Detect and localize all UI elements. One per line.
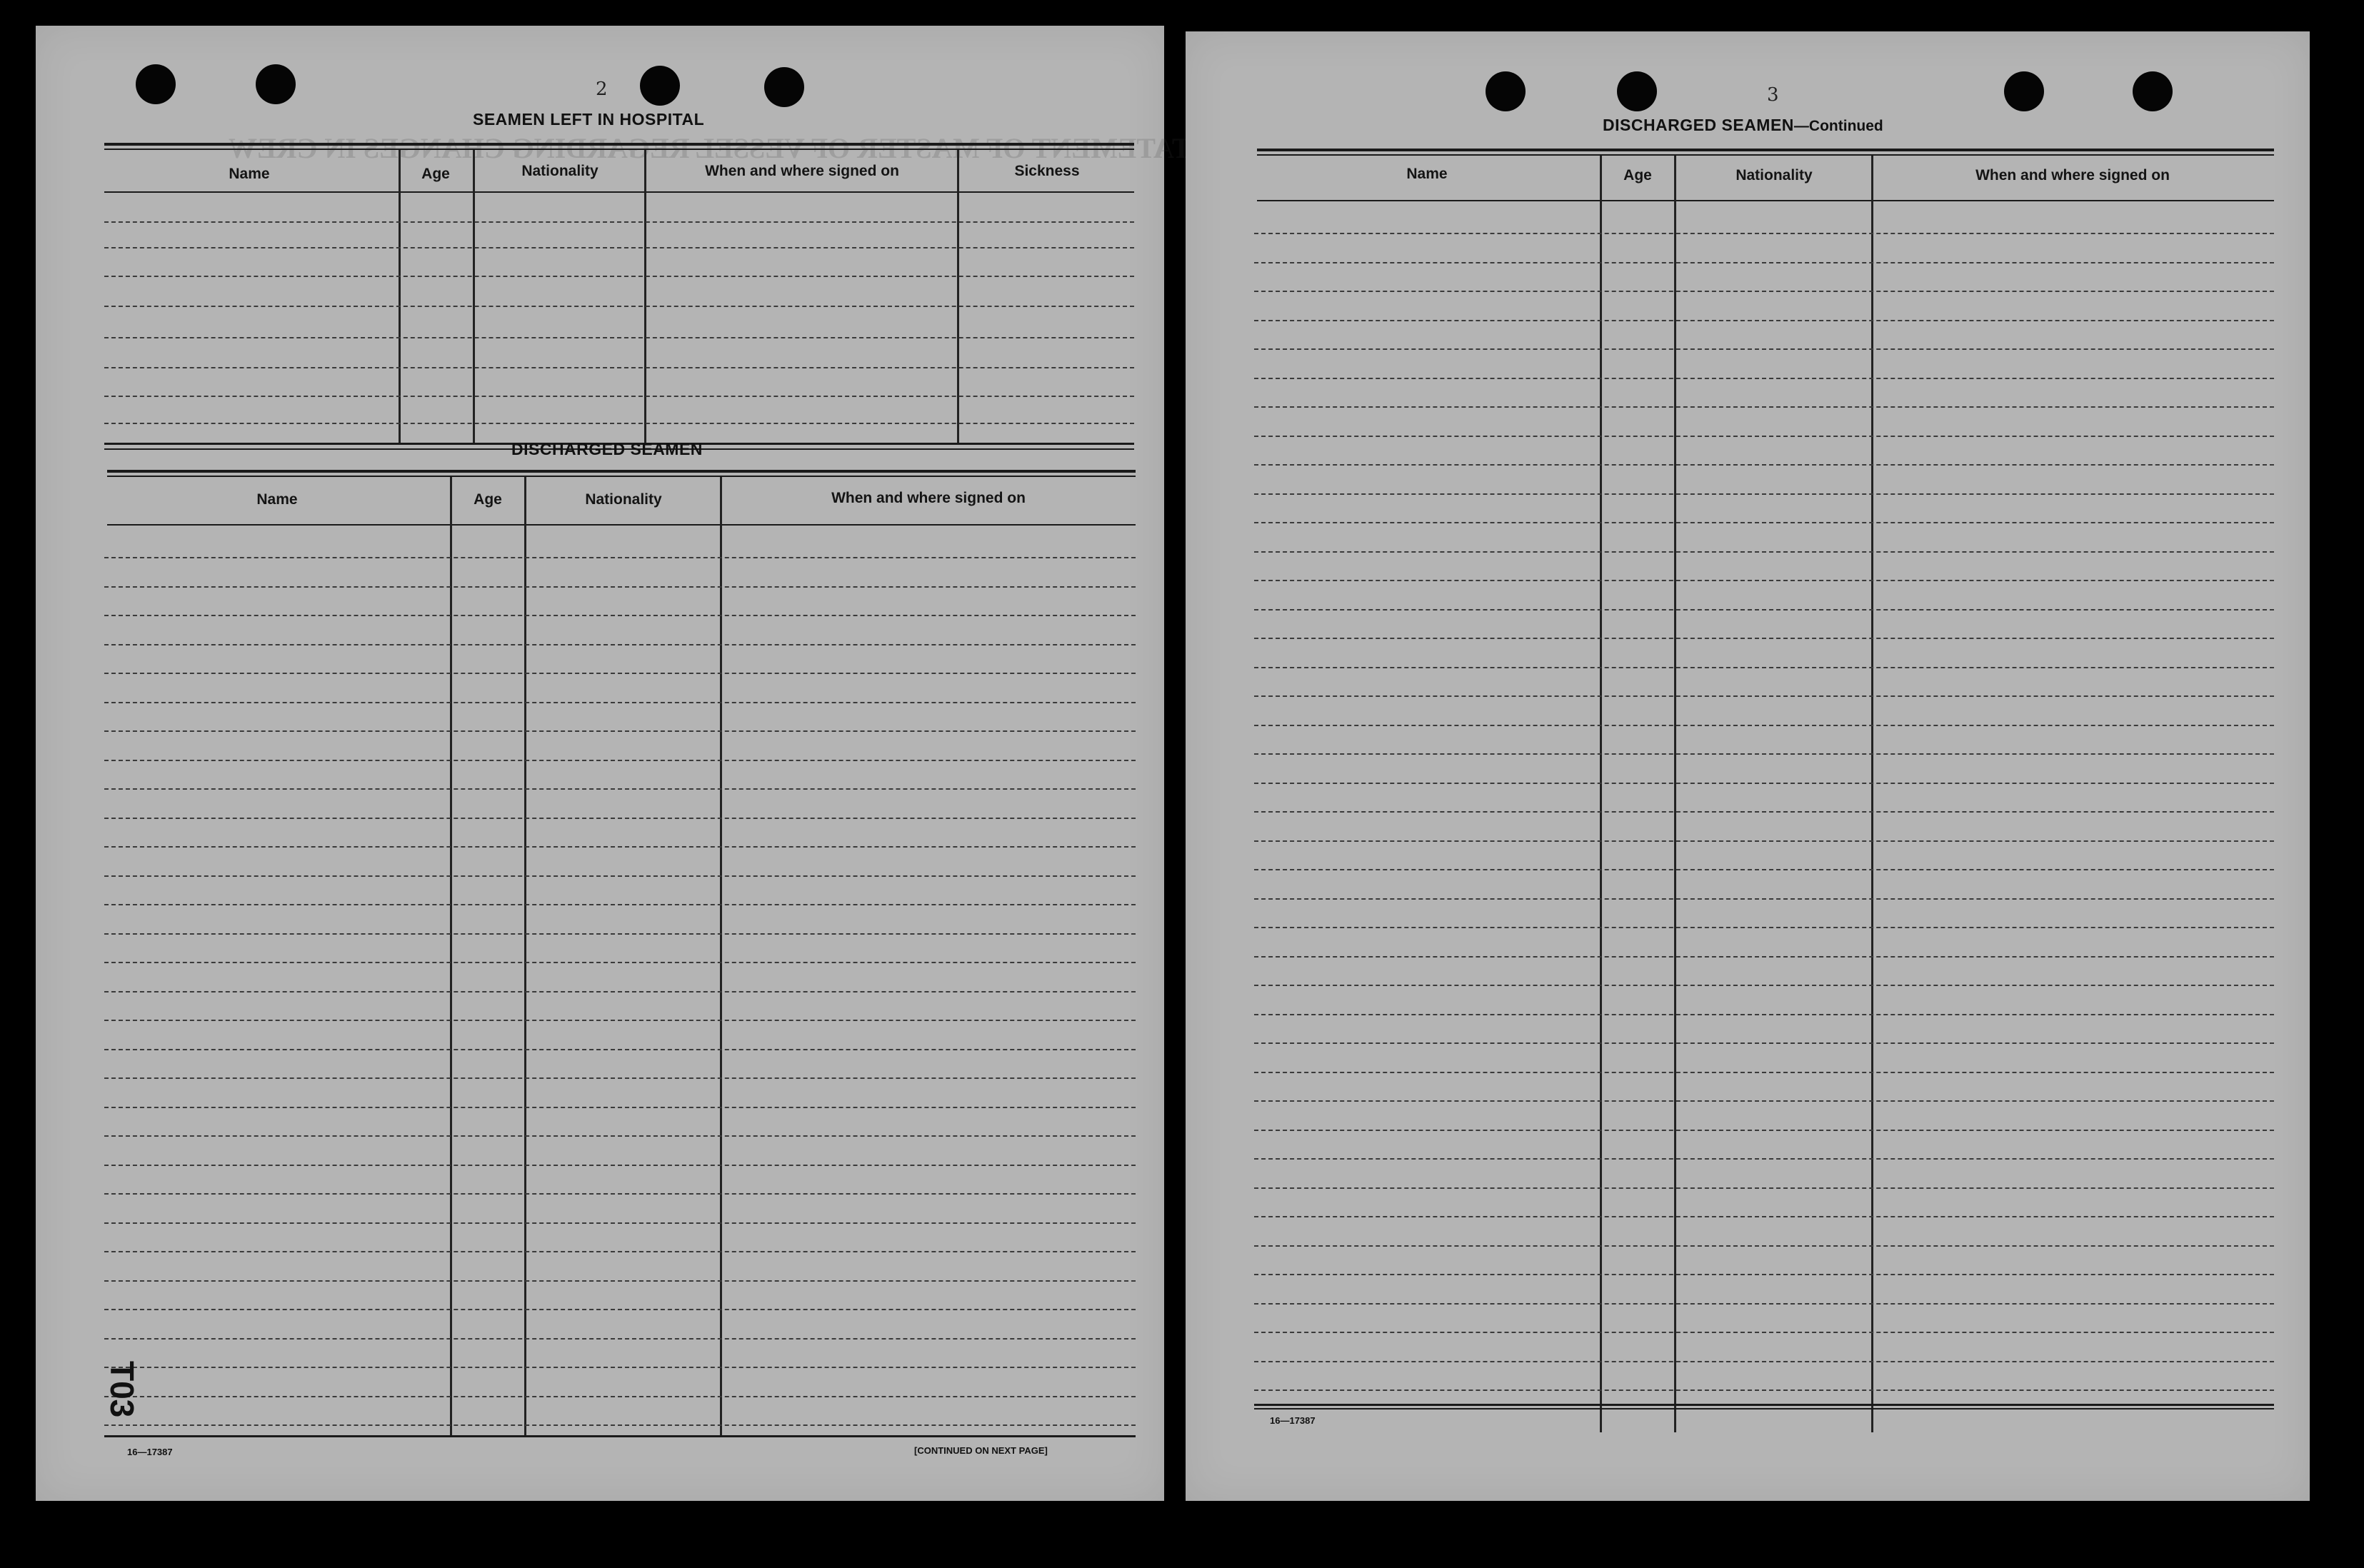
table-row-line (104, 760, 1136, 761)
table-row-line (1254, 406, 2274, 408)
column-divider (1600, 156, 1602, 1432)
table-row-line (104, 337, 1134, 338)
column-header-name: Name (1406, 166, 1448, 182)
table-row-line (1254, 869, 2274, 870)
table-row-line (104, 1193, 1136, 1195)
table-row-line (1254, 840, 2274, 842)
table-row-line (104, 818, 1136, 819)
right-page (1186, 31, 2310, 1501)
table-row-line (1254, 436, 2274, 437)
table-row-line (104, 730, 1136, 732)
table-row-line (1254, 493, 2274, 495)
table-row-line (1254, 1130, 2274, 1131)
table-row-line (1254, 262, 2274, 263)
page-number: 3 (1767, 84, 1779, 106)
table-row-line (1254, 753, 2274, 755)
table-bottom-rule (104, 1435, 1136, 1437)
table-row-line (1254, 898, 2274, 900)
header-rule (107, 524, 1136, 526)
table-row-line (104, 644, 1136, 645)
table-row-line (104, 1049, 1136, 1050)
table-top-rule (1257, 154, 2274, 156)
column-header-age: Age (1623, 167, 1652, 184)
table-row-line (104, 1251, 1136, 1252)
punch-hole (2004, 71, 2044, 111)
continued-note: [CONTINUED ON NEXT PAGE] (914, 1445, 1048, 1456)
table-row-line (104, 1077, 1136, 1079)
hospital-title: SEAMEN LEFT IN HOSPITAL (473, 110, 705, 129)
table-row-line (1254, 609, 2274, 610)
table-row-line (104, 673, 1136, 674)
table-row-line (104, 1280, 1136, 1282)
header-rule (1257, 200, 2274, 201)
table-row-line (1254, 551, 2274, 553)
table-bottom-rule (1254, 1404, 2274, 1406)
table-row-line (1254, 580, 2274, 581)
table-row-line (1254, 1014, 2274, 1015)
form-number: 16—17387 (127, 1447, 173, 1457)
left-page (36, 26, 1164, 1501)
table-row-line (104, 788, 1136, 790)
table-row-line (1254, 695, 2274, 697)
table-top-rule (104, 149, 1134, 150)
table-row-line (1254, 1158, 2274, 1160)
table-row-line (104, 1222, 1136, 1224)
column-header-nationality: Nationality (1736, 167, 1813, 184)
table-row-line (1254, 1187, 2274, 1189)
column-header-age: Age (421, 166, 450, 182)
column-divider (450, 477, 452, 1435)
punch-hole (256, 64, 296, 104)
discharged-continued-title (1603, 116, 1883, 135)
column-header-name: Name (229, 166, 270, 182)
punch-hole (640, 66, 680, 106)
table-row-line (104, 367, 1134, 368)
punch-hole (764, 67, 804, 107)
table-row-line (104, 1020, 1136, 1021)
table-row-line (1254, 522, 2274, 523)
table-row-line (1254, 927, 2274, 928)
table-row-line (1254, 725, 2274, 726)
punch-hole (1617, 71, 1657, 111)
table-row-line (1254, 1216, 2274, 1217)
column-divider (399, 150, 401, 443)
column-header-signed-on: When and where signed on (705, 163, 899, 179)
discharged-title: DISCHARGED SEAMEN (1603, 116, 1794, 134)
table-row-line (104, 586, 1136, 588)
table-row-line (104, 933, 1136, 935)
table-row-line (1254, 1100, 2274, 1102)
table-row-line (104, 1338, 1136, 1340)
table-row-line (1254, 1072, 2274, 1073)
table-row-line (1254, 320, 2274, 321)
table-row-line (104, 991, 1136, 992)
table-row-line (1254, 348, 2274, 350)
table-row-line (1254, 464, 2274, 466)
table-row-line (104, 1135, 1136, 1137)
punch-hole (1486, 71, 1526, 111)
table-row-line (1254, 1389, 2274, 1391)
table-row-line (1254, 638, 2274, 639)
column-header-nationality: Nationality (521, 163, 598, 179)
column-divider (1674, 156, 1676, 1432)
table-row-line (1254, 1245, 2274, 1247)
table-top-rule (107, 470, 1136, 473)
table-row-line (104, 221, 1134, 223)
table-row-line (104, 875, 1136, 877)
column-divider (1871, 156, 1873, 1432)
table-row-line (104, 557, 1136, 558)
table-row-line (104, 615, 1136, 616)
table-row-line (1254, 667, 2274, 668)
table-row-line (104, 962, 1136, 963)
table-row-line (104, 1367, 1136, 1368)
form-number: 16—17387 (1270, 1415, 1316, 1426)
column-header-age: Age (474, 491, 502, 508)
punch-hole (2133, 71, 2173, 111)
table-row-line (1254, 1361, 2274, 1362)
table-row-line (1254, 1303, 2274, 1305)
table-top-rule (107, 476, 1136, 477)
page-number: 2 (596, 79, 608, 100)
column-divider (644, 150, 646, 443)
table-row-line (104, 247, 1134, 248)
table-bottom-rule (1254, 1408, 2274, 1409)
column-divider (720, 477, 722, 1435)
column-divider (473, 150, 475, 443)
continued-suffix: —Continued (1793, 118, 1883, 134)
column-divider (957, 150, 959, 443)
table-row-line (104, 306, 1134, 307)
table-row-line (104, 1424, 1136, 1426)
discharged-title: DISCHARGED SEAMEN (511, 440, 703, 458)
header-rule (104, 191, 1134, 193)
table-top-rule (1257, 149, 2274, 151)
table-row-line (104, 702, 1136, 703)
table-row-line (104, 846, 1136, 848)
table-row-line (1254, 1042, 2274, 1044)
column-divider (524, 477, 526, 1435)
column-header-signed-on: When and where signed on (1975, 167, 2170, 184)
table-row-line (104, 276, 1134, 277)
table-row-line (104, 1107, 1136, 1108)
punch-hole (136, 64, 176, 104)
table-row-line (1254, 1332, 2274, 1333)
table-row-line (104, 1309, 1136, 1310)
table-row-line (1254, 985, 2274, 986)
table-row-line (1254, 811, 2274, 813)
table-row-line (1254, 956, 2274, 958)
column-header-signed-on: When and where signed on (831, 490, 1026, 506)
table-row-line (1254, 783, 2274, 784)
table-row-line (1254, 378, 2274, 379)
stamp-number: T03 (104, 1361, 141, 1418)
table-row-line (104, 396, 1134, 397)
table-top-rule (104, 143, 1134, 146)
column-header-sickness: Sickness (1014, 163, 1080, 179)
table-row-line (1254, 1274, 2274, 1275)
table-row-line (104, 423, 1134, 424)
table-row-line (104, 1165, 1136, 1166)
table-row-line (104, 1396, 1136, 1397)
column-header-nationality: Nationality (585, 491, 662, 508)
table-row-line (1254, 233, 2274, 234)
column-header-name: Name (256, 491, 298, 508)
table-row-line (1254, 291, 2274, 292)
table-row-line (104, 904, 1136, 905)
